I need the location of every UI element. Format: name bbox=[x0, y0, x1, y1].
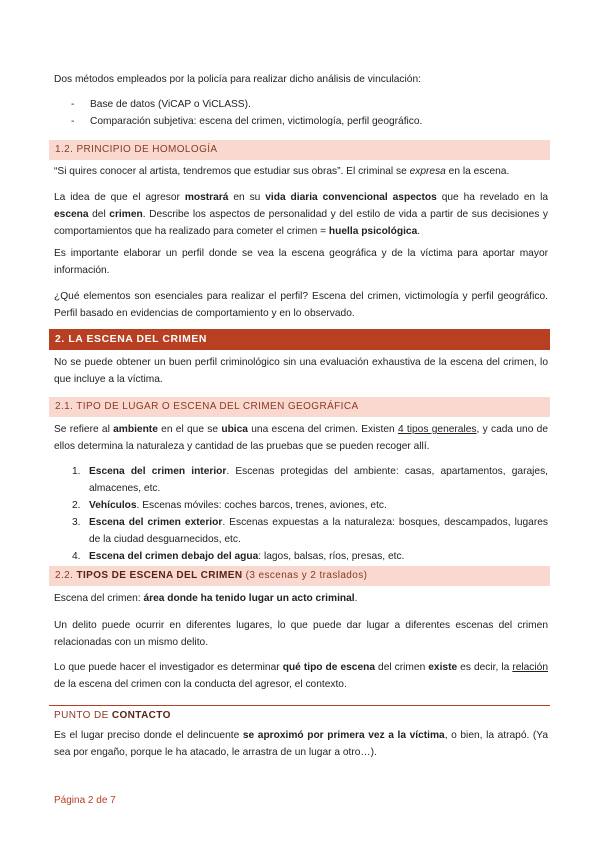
scene-types-list bbox=[54, 463, 548, 565]
list-item: - Base de datos (ViCAP o ViCLASS). bbox=[71, 99, 251, 110]
list-item: 3. Escena del crimen exterior. Escenas expuestas a la naturaleza: bosques, descampados, lugares de la ciudad desguarnecidos, etc. bbox=[72, 517, 549, 545]
multiple-scenes-paragraph: Un delito puede ocurrir en diferentes lugares, lo que puede dar lugar a diferentes escenas del crimen relacionadas con un mismo delito. bbox=[54, 620, 548, 648]
page-number: Página 2 de 7 bbox=[54, 795, 116, 806]
list-item: 2. Vehículos. Escenas móviles: coches barcos, trenes, aviones, etc. bbox=[72, 500, 387, 511]
section-divider bbox=[49, 705, 550, 706]
investigator-paragraph: Lo que puede hacer el investigador es determinar qué tipo de escena del crimen existe es decir, la relación de la escena del crimen con la conducta del agresor, el contexto. bbox=[54, 662, 548, 690]
homology-paragraph: La idea de que el agresor mostrará en su vida diaria convencional aspectos que ha revelado en la escena del crimen. Describe los aspectos de personalidad y del estilo de vida a partir de sus decisiones y comportamientos que ha realizado para cometer el crimen = huella psicológica. bbox=[54, 192, 549, 237]
quote-paragraph: “Si quires conocer al artista, tendremos que estudiar sus obras”. El criminal se expresa en la escena. bbox=[54, 166, 510, 177]
crime-scene-definition: Escena del crimen: área donde ha tenido lugar un acto criminal. bbox=[54, 593, 358, 604]
list-item-text: Base de datos (ViCAP o ViCLASS). bbox=[90, 99, 251, 110]
list-item: 1. Escena del crimen interior. Escenas protegidas del ambiente: casas, apartamentos, garajes, almacenes, etc. bbox=[72, 466, 548, 494]
place-paragraph: Se refiere al ambiente en el que se ubica una escena del crimen. Existen 4 tipos generales, y cada uno de ellos determina la naturaleza y cantidad de las pruebas que se pueden recoger allí. bbox=[54, 424, 548, 452]
list-item: - Comparación subjetiva: escena del crimen, victimología, perfil geográfico. bbox=[71, 116, 423, 127]
profile-paragraph: Es importante elaborar un perfil donde se vea la escena geográfica y de la víctima para aportar mayor información. bbox=[54, 248, 548, 276]
list-item-text: Comparación subjetiva: escena del crimen, victimología, perfil geográfico. bbox=[90, 116, 423, 127]
elements-paragraph: ¿Qué elementos son esenciales para realizar el perfil? Escena del crimen, victimología y perfil geográfico. Perfil basado en evidencias de comportamiento y en lo observado. bbox=[54, 291, 548, 319]
scene-paragraph: No se puede obtener un buen perfil criminológico sin una evaluación exhaustiva de la escena del crimen, lo que incluye a la víctima. bbox=[54, 357, 548, 385]
section-heading-2-1: 2.1. TIPO DE LUGAR O ESCENA DEL CRIMEN GEOGRÁFICA bbox=[49, 397, 550, 417]
contact-point-heading: PUNTO DE CONTACTO bbox=[54, 710, 171, 721]
section-heading-1-2: 1.2. PRINCIPIO DE HOMOLOGÍA bbox=[49, 140, 550, 160]
section-heading-2-2: 2.2. TIPOS DE ESCENA DEL CRIMEN (3 escenas y 2 traslados) bbox=[49, 566, 550, 586]
section-heading-2: 2. LA ESCENA DEL CRIMEN bbox=[49, 329, 550, 350]
intro-list bbox=[54, 97, 548, 131]
intro-paragraph: Dos métodos empleados por la policía para realizar dicho análisis de vinculación: bbox=[54, 74, 421, 85]
list-item: 4. Escena del crimen debajo del agua: lagos, balsas, ríos, presas, etc. bbox=[72, 551, 405, 562]
contact-point-paragraph: Es el lugar preciso donde el delincuente se aproximó por primera vez a la víctima, o bien, la atrapó. (Ya sea por engaño, porque le ha atacado, le arrastra de un lugar a otro…). bbox=[54, 730, 549, 758]
